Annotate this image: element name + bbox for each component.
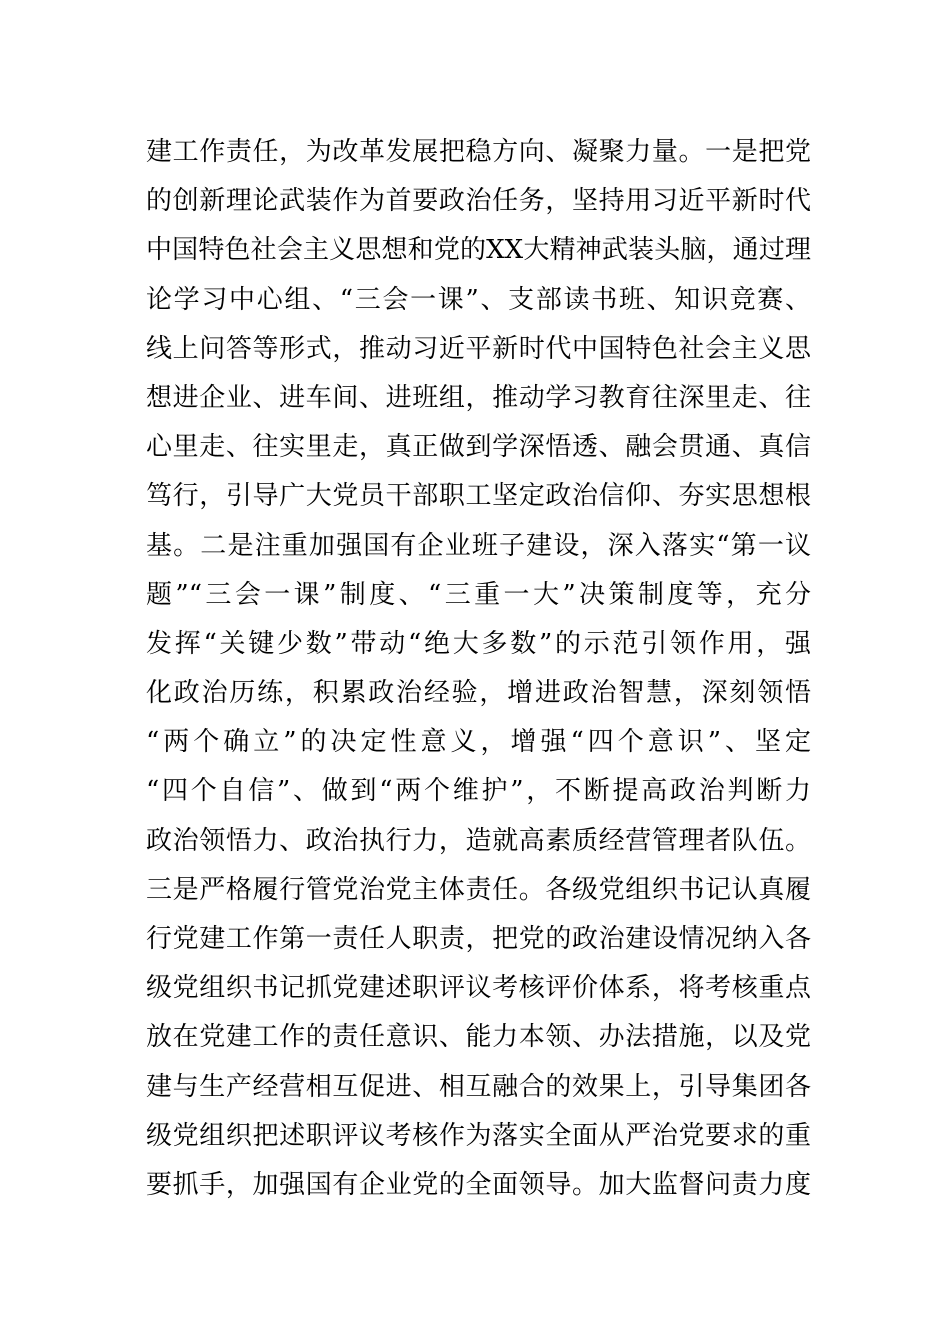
text-line-7: 心里走、往实里走，真正做到学深悟透、融会贯通、真信: [146, 432, 811, 463]
text-line-20: 建与生产经营相互促进、相互融合的效果上，引导集团各: [146, 1071, 811, 1102]
text-line-17: 行党建工作第一责任人职责，把党的政治建设情况纳入各: [146, 924, 811, 954]
text-line-10: 题”“三会一课”制度、“三重一大”决策制度等，充分: [146, 579, 811, 610]
text-line-2: 的创新理论武装作为首要政治任务，坚持用习近平新时代: [146, 186, 811, 217]
text-line-22: 要抓手，加强国有企业党的全面领导。加大监督问责力度: [146, 1169, 811, 1200]
text-line-15: 政治领悟力、政治执行力，造就高素质经营管理者队伍。: [146, 825, 811, 856]
text-line-3: 中国特色社会主义思想和党的XX大精神武装头脑，通过理: [146, 235, 811, 266]
text-line-6: 想进企业、进车间、进班组，推动学习教育往深里走、往: [146, 382, 811, 413]
text-line-13: “两个确立”的决定性意义，增强“四个意识”、坚定: [146, 727, 811, 758]
text-line-18: 级党组织书记抓党建述职评议考核评价体系，将考核重点: [146, 973, 811, 1004]
text-line-1: 建工作责任，为改革发展把稳方向、凝聚力量。一是把党: [146, 137, 811, 167]
text-line-9: 基。二是注重加强国有企业班子建设，深入落实“第一议: [146, 530, 811, 561]
text-line-21: 级党组织把述职评议考核作为落实全面从严治党要求的重: [146, 1120, 811, 1151]
text-line-8: 笃行，引导广大党员干部职工坚定政治信仰、夯实思想根: [146, 481, 811, 512]
text-line-11: 发挥“关键少数”带动“绝大多数”的示范引领作用，强: [146, 628, 811, 659]
text-line-16: 三是严格履行管党治党主体责任。各级党组织书记认真履: [146, 874, 811, 905]
text-line-4: 论学习中心组、“三会一课”、支部读书班、知识竞赛、: [146, 284, 811, 315]
text-line-19: 放在党建工作的责任意识、能力本领、办法措施，以及党: [146, 1022, 811, 1053]
text-line-14: “四个自信”、做到“两个维护”，不断提高政治判断力: [146, 776, 811, 807]
text-line-5: 线上问答等形式，推动习近平新时代中国特色社会主义思: [146, 333, 811, 364]
body-text: [146, 128, 811, 1210]
text-line-12: 化政治历练，积累政治经验，增进政治智慧，深刻领悟: [146, 678, 811, 709]
